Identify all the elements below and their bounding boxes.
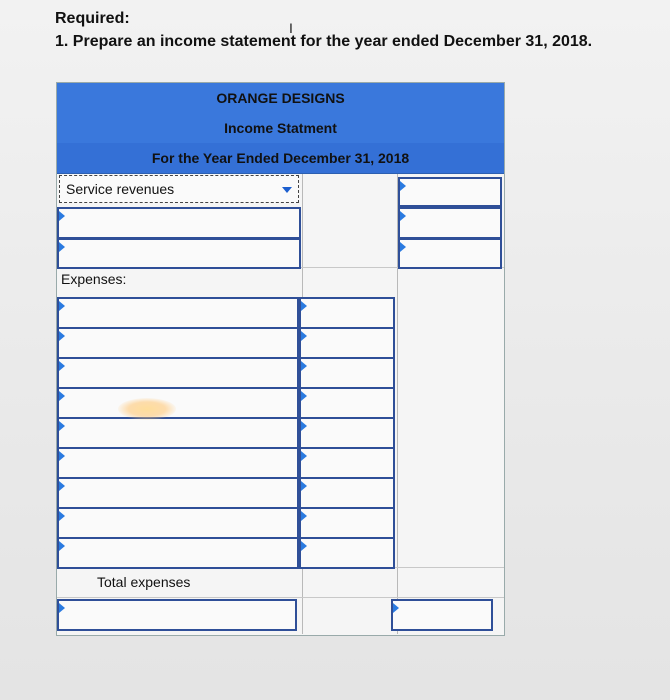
expense-account-input-9[interactable] (57, 537, 299, 569)
expense-account-input-6[interactable] (57, 447, 299, 479)
expense-account-input-7[interactable] (57, 477, 299, 509)
revenue-account-input-1[interactable] (57, 207, 301, 239)
expense-amount-input-3[interactable] (299, 357, 395, 389)
revenue-select-value: Service revenues (66, 181, 175, 197)
company-name-header: ORANGE DESIGNS (57, 83, 504, 114)
expense-amount-input-8[interactable] (299, 507, 395, 539)
revenue-account-input-2[interactable] (57, 238, 301, 269)
expense-account-input-5[interactable] (57, 417, 299, 449)
statement-title-header: Income Statment (57, 113, 504, 144)
expense-account-input-4[interactable] (57, 387, 299, 419)
text-cursor-icon: I (289, 20, 293, 36)
expense-account-input-3[interactable] (57, 357, 299, 389)
instruction-text: 1. Prepare an income statement for the year ended December 31, 2018. (55, 33, 593, 50)
required-heading: Required: (55, 10, 130, 27)
net-income-amount-input[interactable] (398, 238, 502, 269)
income-statement-form (56, 82, 505, 636)
expense-account-input-8[interactable] (57, 507, 299, 539)
revenue-amount-input-1[interactable] (398, 207, 502, 239)
expense-amount-input-2[interactable] (299, 327, 395, 359)
total-expenses-label: Total expenses (97, 574, 191, 590)
expense-account-input-2[interactable] (57, 327, 299, 359)
statement-period-header: For the Year Ended December 31, 2018 (57, 143, 504, 174)
net-income-total-input[interactable] (391, 599, 493, 631)
expense-amount-input-7[interactable] (299, 477, 395, 509)
expense-amount-input-1[interactable] (299, 297, 395, 329)
expense-amount-input-9[interactable] (299, 537, 395, 569)
expense-account-input-1[interactable] (57, 297, 299, 329)
net-income-label-input[interactable] (57, 599, 297, 631)
expense-amount-input-6[interactable] (299, 447, 395, 479)
expense-amount-input-4[interactable] (299, 387, 395, 419)
revenue-amount-input[interactable] (398, 177, 502, 207)
expense-amount-input-5[interactable] (299, 417, 395, 449)
expenses-label: Expenses: (61, 271, 127, 287)
chevron-down-icon (282, 187, 292, 193)
service-revenues-select[interactable] (59, 175, 299, 203)
light-glare (118, 398, 176, 420)
grid-row-line (57, 597, 504, 598)
